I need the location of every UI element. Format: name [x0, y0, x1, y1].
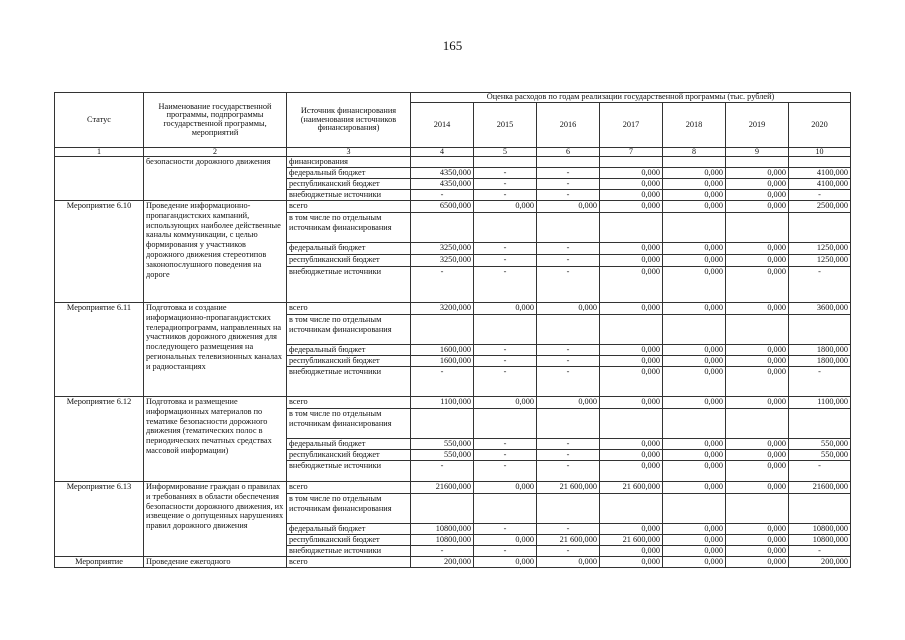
value-cell: 0,000 — [600, 243, 663, 255]
value-cell: 0,000 — [663, 439, 726, 450]
value-cell: 0,000 — [663, 168, 726, 179]
row-source: в том числе по отдельным источникам финансирования — [287, 213, 411, 243]
value-cell: - — [474, 546, 537, 557]
value-cell: 0,000 — [600, 179, 663, 190]
value-cell: 0,000 — [663, 179, 726, 190]
table-row — [55, 482, 851, 494]
header-estimate: Оценка расходов по годам реализации государственной программы (тыс. рублей) — [411, 93, 851, 103]
value-cell: 21600,000 — [411, 482, 474, 494]
value-cell: 0,000 — [663, 356, 726, 367]
value-cell: - — [789, 190, 851, 201]
value-cell: 0,000 — [663, 450, 726, 461]
value-cell: - — [789, 461, 851, 482]
value-cell: - — [537, 367, 600, 397]
value-cell: 0,000 — [600, 356, 663, 367]
row-name: Подготовка и размещение информационных материалов по тематике безопасности дорожного движения (тематических полос в периодических печатных средствах массовой информации) — [144, 397, 287, 482]
value-cell: - — [537, 356, 600, 367]
value-cell: - — [537, 439, 600, 450]
value-cell: 0,000 — [726, 546, 789, 557]
value-cell: 550,000 — [411, 450, 474, 461]
value-cell: 0,000 — [537, 201, 600, 213]
value-cell: 0,000 — [600, 190, 663, 201]
row-source: республиканский бюджет — [287, 450, 411, 461]
value-cell: - — [474, 243, 537, 255]
row-status: Мероприятие 6.11 — [55, 303, 144, 397]
value-cell: - — [537, 450, 600, 461]
value-cell: 0,000 — [726, 356, 789, 367]
value-cell: 0,000 — [726, 450, 789, 461]
value-cell: 0,000 — [663, 397, 726, 409]
value-cell: 0,000 — [474, 535, 537, 546]
value-cell: - — [474, 255, 537, 267]
row-source: республиканский бюджет — [287, 255, 411, 267]
value-cell: 6500,000 — [411, 201, 474, 213]
table-row — [55, 397, 851, 409]
row-source: всего — [287, 482, 411, 494]
value-cell: 0,000 — [600, 168, 663, 179]
value-cell: 0,000 — [726, 524, 789, 535]
value-cell: 0,000 — [726, 556, 789, 567]
value-cell: 0,000 — [663, 367, 726, 397]
value-cell: - — [474, 461, 537, 482]
value-cell: 1250,000 — [789, 243, 851, 255]
value-cell: 3600,000 — [789, 303, 851, 315]
table-body — [55, 157, 851, 568]
value-cell: 3250,000 — [411, 255, 474, 267]
value-cell: - — [474, 367, 537, 397]
column-number: 9 — [726, 148, 789, 157]
row-source: республиканский бюджет — [287, 535, 411, 546]
value-cell: - — [474, 345, 537, 356]
value-cell: 1100,000 — [411, 397, 474, 409]
column-number: 2 — [144, 148, 287, 157]
row-source: внебюджетные источники — [287, 190, 411, 201]
row-source: федеральный бюджет — [287, 168, 411, 179]
row-source: в том числе по отдельным источникам финансирования — [287, 315, 411, 345]
value-cell: - — [537, 267, 600, 303]
value-cell: 21 600,000 — [600, 482, 663, 494]
table-row — [55, 556, 851, 567]
value-cell: 0,000 — [663, 556, 726, 567]
value-cell: - — [537, 524, 600, 535]
value-cell: 3250,000 — [411, 243, 474, 255]
value-cell: 0,000 — [600, 439, 663, 450]
value-cell: 4350,000 — [411, 179, 474, 190]
row-name: Проведение ежегодного — [144, 556, 287, 567]
header-year: 2016 — [537, 103, 600, 148]
value-cell: 0,000 — [726, 243, 789, 255]
value-cell: 0,000 — [726, 482, 789, 494]
value-cell: 4100,000 — [789, 168, 851, 179]
value-cell: 0,000 — [600, 546, 663, 557]
value-cell: 0,000 — [663, 303, 726, 315]
row-source: федеральный бюджет — [287, 345, 411, 356]
table-header — [55, 93, 851, 157]
column-number: 5 — [474, 148, 537, 157]
column-number: 7 — [600, 148, 663, 157]
table-row — [55, 303, 851, 315]
value-cell: 0,000 — [600, 556, 663, 567]
value-cell: 1600,000 — [411, 345, 474, 356]
row-name: безопасности дорожного движения — [144, 157, 287, 201]
value-cell: 0,000 — [726, 303, 789, 315]
value-cell: 0,000 — [600, 397, 663, 409]
row-source: всего — [287, 397, 411, 409]
row-status: Мероприятие 6.10 — [55, 201, 144, 303]
row-status: Мероприятие 6.12 — [55, 397, 144, 482]
value-cell: 200,000 — [789, 556, 851, 567]
row-source: республиканский бюджет — [287, 356, 411, 367]
value-cell: - — [474, 267, 537, 303]
value-cell: 200,000 — [411, 556, 474, 567]
value-cell: - — [789, 267, 851, 303]
value-cell: 4100,000 — [789, 179, 851, 190]
header-status: Статус — [55, 93, 144, 148]
value-cell: - — [474, 439, 537, 450]
row-source: внебюджетные источники — [287, 461, 411, 482]
value-cell: 10800,000 — [411, 535, 474, 546]
value-cell: 0,000 — [726, 397, 789, 409]
value-cell: 1250,000 — [789, 255, 851, 267]
value-cell: 0,000 — [600, 303, 663, 315]
value-cell: 0,000 — [663, 482, 726, 494]
column-number: 4 — [411, 148, 474, 157]
value-cell: 0,000 — [537, 303, 600, 315]
row-source: федеральный бюджет — [287, 243, 411, 255]
page-number: 165 — [442, 38, 463, 53]
value-cell: 21 600,000 — [537, 535, 600, 546]
value-cell: 0,000 — [537, 556, 600, 567]
header-year: 2020 — [789, 103, 851, 148]
budget-table — [54, 92, 851, 568]
value-cell: 10800,000 — [789, 535, 851, 546]
row-source: всего — [287, 556, 411, 567]
value-cell: - — [537, 546, 600, 557]
header-year: 2019 — [726, 103, 789, 148]
row-source: федеральный бюджет — [287, 524, 411, 535]
value-cell: - — [537, 168, 600, 179]
value-cell: 0,000 — [726, 267, 789, 303]
header-year: 2017 — [600, 103, 663, 148]
row-name: Проведение информационно-пропагандистских кампаний, использующих наиболее действенные каналы коммуникации, с целью формирования у участников дорожного движения стереотипов законопослушного поведения на дороге — [144, 201, 287, 303]
row-source: в том числе по отдельным источникам финансирования — [287, 409, 411, 439]
row-status: Мероприятие 6.13 — [55, 482, 144, 557]
value-cell: - — [537, 179, 600, 190]
column-number: 6 — [537, 148, 600, 157]
value-cell: - — [411, 190, 474, 201]
value-cell: - — [411, 546, 474, 557]
value-cell: 0,000 — [726, 461, 789, 482]
row-source: республиканский бюджет — [287, 179, 411, 190]
value-cell: 0,000 — [663, 461, 726, 482]
value-cell: 1800,000 — [789, 356, 851, 367]
value-cell: 21600,000 — [789, 482, 851, 494]
value-cell: 0,000 — [726, 179, 789, 190]
value-cell: 0,000 — [726, 190, 789, 201]
value-cell: - — [411, 267, 474, 303]
value-cell: 0,000 — [474, 556, 537, 567]
value-cell: - — [474, 179, 537, 190]
value-cell: - — [537, 255, 600, 267]
header-year: 2014 — [411, 103, 474, 148]
value-cell: - — [474, 168, 537, 179]
table-row — [55, 201, 851, 213]
value-cell: 1800,000 — [789, 345, 851, 356]
column-number: 8 — [663, 148, 726, 157]
value-cell: - — [537, 243, 600, 255]
value-cell: - — [537, 190, 600, 201]
value-cell: 0,000 — [663, 345, 726, 356]
value-cell: 0,000 — [474, 303, 537, 315]
table-row — [55, 157, 851, 168]
row-name: Информирование граждан о правилах и требованиях в области обеспечения безопасности дорожного движения, их извещение о допущенных нарушениях правил дорожного движения — [144, 482, 287, 557]
value-cell: - — [789, 367, 851, 397]
value-cell: - — [537, 345, 600, 356]
value-cell: 0,000 — [600, 461, 663, 482]
value-cell: 10800,000 — [411, 524, 474, 535]
row-source: всего — [287, 303, 411, 315]
value-cell: 1600,000 — [411, 356, 474, 367]
column-number: 3 — [287, 148, 411, 157]
value-cell: - — [411, 461, 474, 482]
value-cell: 0,000 — [663, 243, 726, 255]
value-cell: 550,000 — [789, 439, 851, 450]
value-cell: 0,000 — [663, 535, 726, 546]
value-cell: 0,000 — [474, 201, 537, 213]
value-cell: 0,000 — [726, 255, 789, 267]
value-cell: 0,000 — [726, 535, 789, 546]
value-cell: 21 600,000 — [600, 535, 663, 546]
row-source: в том числе по отдельным источникам финансирования — [287, 494, 411, 524]
row-source: финансирования — [287, 157, 411, 168]
value-cell: 0,000 — [663, 201, 726, 213]
value-cell: 0,000 — [537, 397, 600, 409]
value-cell: 0,000 — [600, 255, 663, 267]
value-cell: 0,000 — [600, 267, 663, 303]
value-cell: 4350,000 — [411, 168, 474, 179]
value-cell: 21 600,000 — [537, 482, 600, 494]
value-cell: 0,000 — [726, 201, 789, 213]
value-cell: 0,000 — [726, 439, 789, 450]
value-cell: 0,000 — [600, 450, 663, 461]
value-cell: - — [474, 190, 537, 201]
row-source: всего — [287, 201, 411, 213]
row-status: Мероприятие — [55, 556, 144, 567]
value-cell: 0,000 — [663, 255, 726, 267]
value-cell: 0,000 — [474, 482, 537, 494]
row-source: внебюджетные источники — [287, 367, 411, 397]
row-status — [55, 157, 144, 201]
value-cell: - — [789, 546, 851, 557]
row-source: федеральный бюджет — [287, 439, 411, 450]
value-cell: 0,000 — [663, 267, 726, 303]
header-year: 2018 — [663, 103, 726, 148]
row-name: Подготовка и создание информационно-пропагандистских телерадиопрограмм, направленных на участников дорожного движения для последующего размещения на региональных телевизионных каналах и радиостанциях — [144, 303, 287, 397]
value-cell: 0,000 — [726, 168, 789, 179]
value-cell: - — [474, 356, 537, 367]
value-cell: 2500,000 — [789, 201, 851, 213]
value-cell: 550,000 — [789, 450, 851, 461]
value-cell: 0,000 — [726, 367, 789, 397]
value-cell: - — [411, 367, 474, 397]
header-source: Источник финансирования (наименования источников финансирования) — [287, 93, 411, 148]
value-cell: 0,000 — [600, 524, 663, 535]
value-cell: 10800,000 — [789, 524, 851, 535]
value-cell: 0,000 — [663, 524, 726, 535]
value-cell: 0,000 — [600, 345, 663, 356]
header-year: 2015 — [474, 103, 537, 148]
value-cell: - — [474, 524, 537, 535]
value-cell: 550,000 — [411, 439, 474, 450]
value-cell: 1100,000 — [789, 397, 851, 409]
value-cell: 3200,000 — [411, 303, 474, 315]
row-source: внебюджетные источники — [287, 267, 411, 303]
value-cell: - — [537, 461, 600, 482]
value-cell: - — [474, 450, 537, 461]
column-number: 10 — [789, 148, 851, 157]
value-cell: 0,000 — [600, 201, 663, 213]
value-cell: 0,000 — [474, 397, 537, 409]
value-cell: 0,000 — [600, 367, 663, 397]
column-number: 1 — [55, 148, 144, 157]
row-source: внебюджетные источники — [287, 546, 411, 557]
value-cell: 0,000 — [663, 546, 726, 557]
value-cell: 0,000 — [726, 345, 789, 356]
value-cell: 0,000 — [663, 190, 726, 201]
header-name: Наименование государственной программы, подпрограммы государственной программы, мероприятий — [144, 93, 287, 148]
